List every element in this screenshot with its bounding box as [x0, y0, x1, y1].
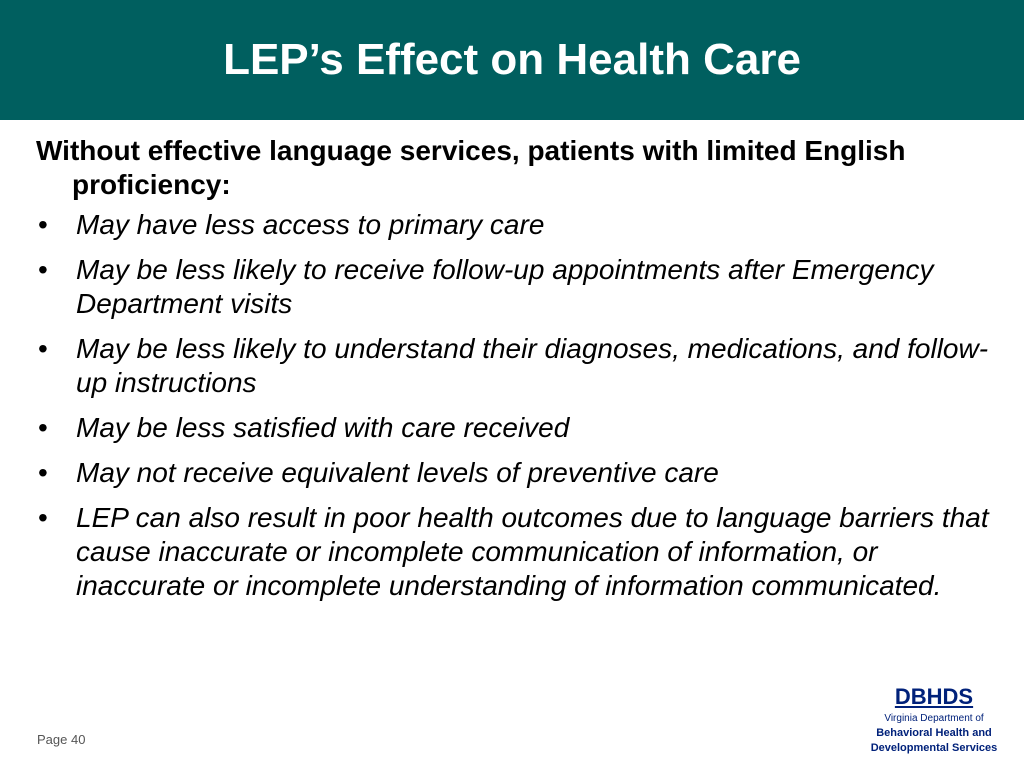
logo-line-2: Behavioral Health and	[876, 727, 992, 739]
bullet-glyph: •	[38, 254, 48, 285]
bullet-text: May not receive equivalent levels of preventive care	[76, 457, 719, 488]
bullet-text: May be less likely to understand their diagnoses, medications, and follow-up instructions	[76, 333, 989, 398]
bullet-glyph: •	[38, 209, 48, 240]
bullet-glyph: •	[38, 412, 48, 443]
bullet-glyph: •	[38, 502, 48, 533]
dbhds-logo	[858, 684, 1010, 756]
bullet-text: LEP can also result in poor health outcomes due to language barriers that cause inaccurate or incomplete communication of information, or inaccurate or incomplete understanding of information communicated.	[76, 502, 989, 601]
bullet-text: May have less access to primary care	[76, 209, 545, 240]
bullet-glyph: •	[38, 457, 48, 488]
bullet-text: May be less satisfied with care received	[76, 412, 570, 443]
bullet-item	[36, 456, 1011, 490]
slide-title: LEP’s Effect on Health Care	[223, 35, 801, 84]
bullet-item	[36, 253, 1011, 321]
logo-line-3: Developmental Services	[870, 742, 998, 754]
bullet-list	[36, 208, 1011, 603]
bullet-glyph: •	[38, 333, 48, 364]
intro-text: Without effective language services, patients with limited English proficiency:	[36, 135, 906, 200]
bullet-item	[36, 411, 1011, 445]
logo-line-1: Virginia Department of	[884, 713, 984, 724]
bullet-item	[36, 332, 1011, 400]
page-number: Page 40	[37, 732, 86, 747]
slide-content	[36, 134, 1011, 614]
bullet-text: May be less likely to receive follow-up appointments after Emergency Department visits	[76, 254, 934, 319]
bullet-item	[36, 208, 1011, 242]
title-bar	[0, 0, 1024, 120]
logo-abbreviation: DBHDS	[894, 684, 974, 709]
bullet-item	[36, 501, 1011, 603]
